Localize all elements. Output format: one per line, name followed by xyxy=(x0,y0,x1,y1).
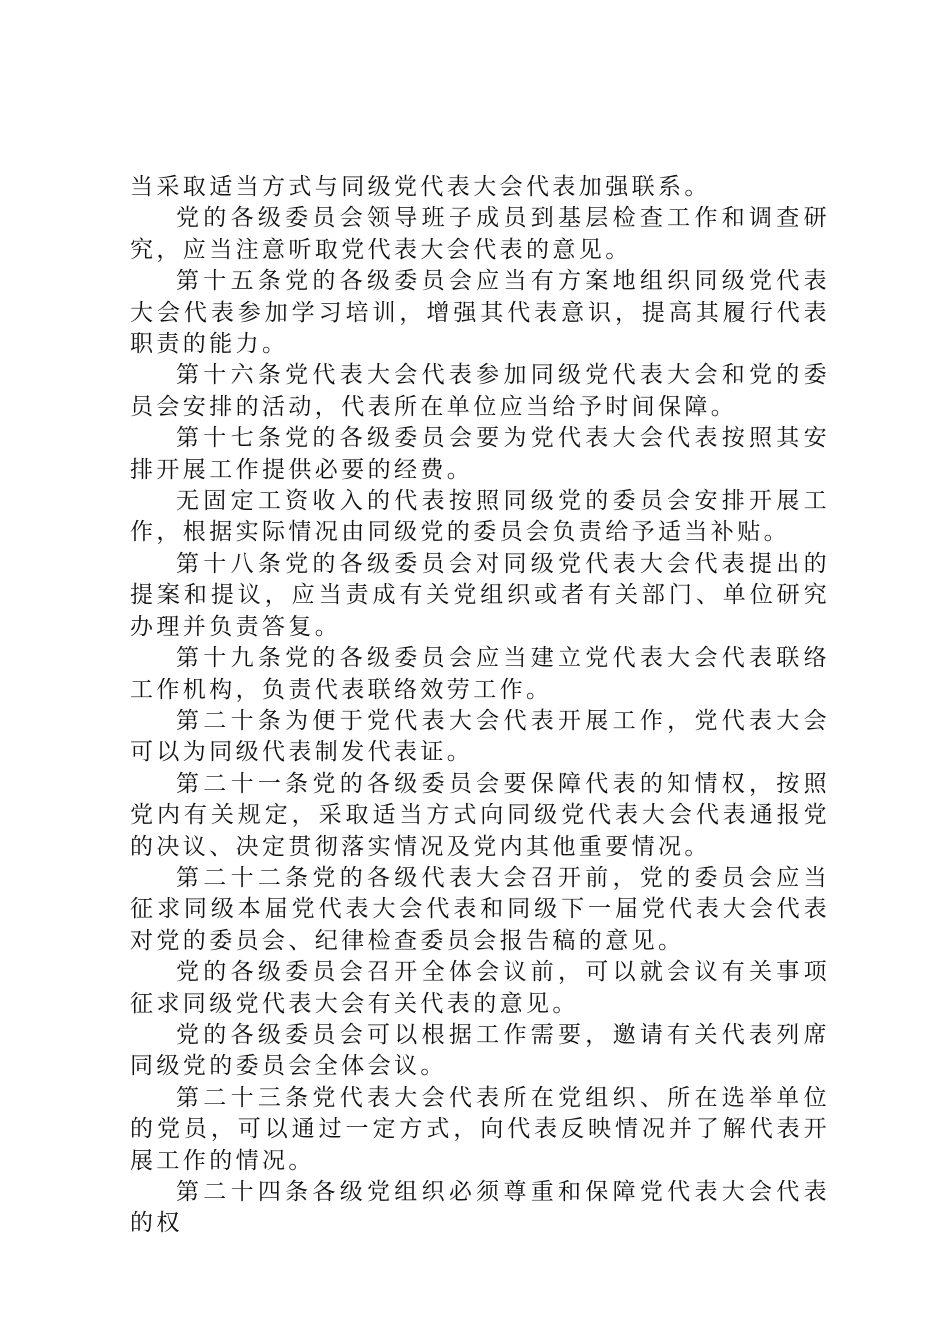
paragraph-article-21: 第二十一条党的各级委员会要保障代表的知情权，按照党内有关规定，采取适当方式向同级党代表大会代表通报党的决议、决定贯彻落实情况及党内其他重要情况。 xyxy=(130,770,830,860)
paragraph-article-24: 第二十四条各级党组织必须尊重和保障党代表大会代表的权 xyxy=(130,1179,830,1237)
paragraph-article-18: 第十八条党的各级委员会对同级党代表大会代表提出的提案和提议，应当责成有关党组织或者有关部门、单位研究办理并负责答复。 xyxy=(130,550,830,640)
paragraph-plenary-consult: 党的各级委员会召开全体会议前，可以就会议有关事项征求同级党代表大会有关代表的意见。 xyxy=(130,959,830,1017)
paragraph-article-17: 第十七条党的各级委员会要为党代表大会代表按照其安排开展工作提供必要的经费。 xyxy=(130,425,830,483)
paragraph-article-20: 第二十条为便于党代表大会代表开展工作，党代表大会可以为同级代表制发代表证。 xyxy=(130,707,830,766)
paragraph-continuation: 当采取适当方式与同级党代表大会代表加强联系。 xyxy=(130,174,711,200)
paragraph-leadership-listen: 党的各级委员会领导班子成员到基层检查工作和调查研究，应当注意听取党代表大会代表的意见。 xyxy=(130,205,830,263)
document-body xyxy=(130,172,830,1240)
paragraph-article-15: 第十五条党的各级委员会应当有方案地组织同级党代表大会代表参加学习培训，增强其代表意识，提高其履行代表职责的能力。 xyxy=(130,268,830,358)
paragraph-invite-attend: 党的各级委员会可以根据工作需要，邀请有关代表列席同级党的委员会全体会议。 xyxy=(130,1021,830,1080)
paragraph-article-16: 第十六条党代表大会代表参加同级党代表大会和党的委员会安排的活动，代表所在单位应当给予时间保障。 xyxy=(130,362,830,420)
paragraph-subsidy: 无固定工资收入的代表按照同级党的委员会安排开展工作，根据实际情况由同级党的委员会负责给予适当补贴。 xyxy=(130,488,830,546)
paragraph-article-23: 第二十三条党代表大会代表所在党组织、所在选举单位的党员，可以通过一定方式，向代表反映情况并了解代表开展工作的情况。 xyxy=(130,1084,830,1174)
paragraph-article-22: 第二十二条党的各级代表大会召开前，党的委员会应当征求同级本届党代表大会代表和同级下一届党代表大会代表对党的委员会、纪律检查委员会报告稿的意见。 xyxy=(130,864,830,954)
paragraph-article-19: 第十九条党的各级委员会应当建立党代表大会代表联络工作机构，负责代表联络效劳工作。 xyxy=(130,645,830,703)
